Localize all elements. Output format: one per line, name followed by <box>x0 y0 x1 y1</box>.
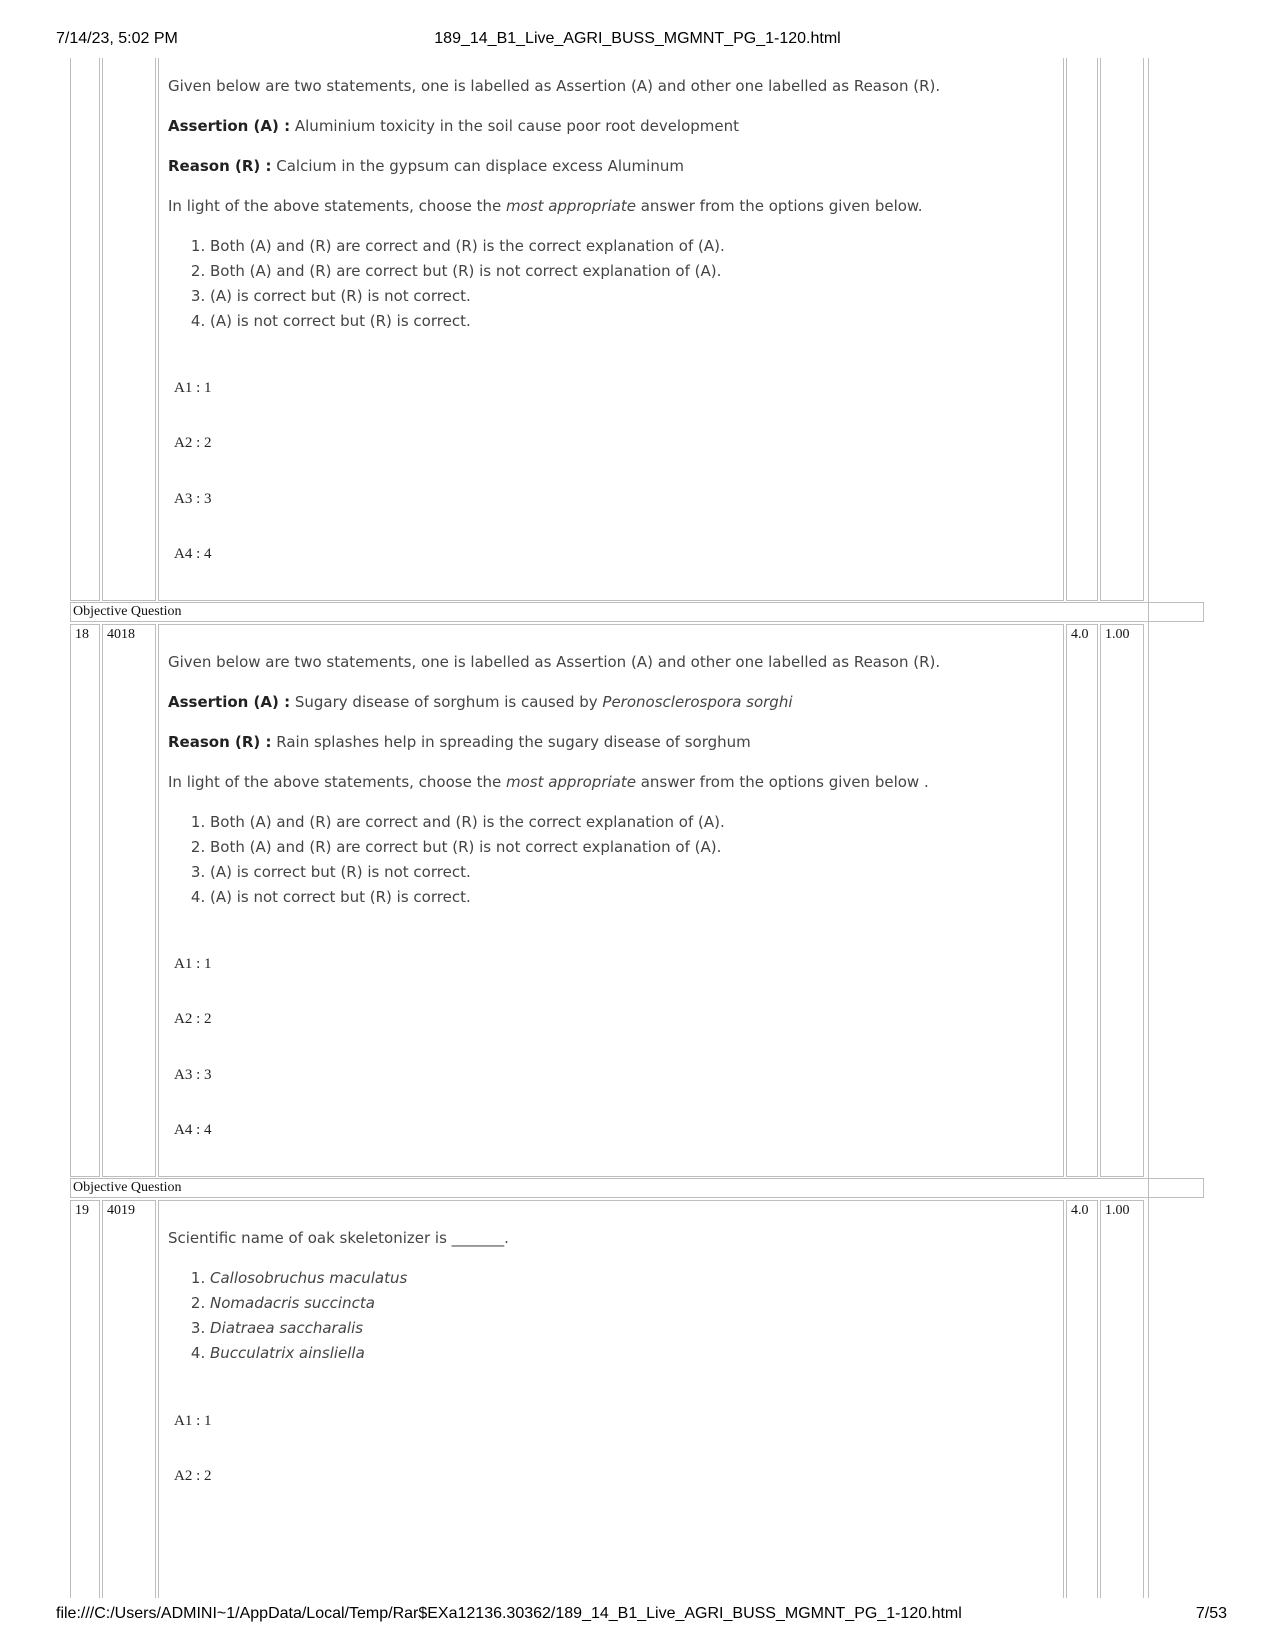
table-right-border <box>1148 58 1149 1598</box>
q18-answer-4: A4 : 4 <box>174 1122 212 1138</box>
q19-negative-marks: 1.00 <box>1100 1200 1144 1598</box>
q18-intro: Given below are two statements, one is labelled as Assertion (A) and other one labelled as Reason (R). <box>168 653 941 671</box>
print-footer <box>0 1605 1275 1625</box>
prev-option: 1. Both (A) and (R) are correct and (R) is the correct explanation of (A). <box>210 234 1086 259</box>
q18-option: 4. (A) is not correct but (R) is correct. <box>210 885 1086 910</box>
prev-options-list <box>168 234 1086 334</box>
q19-marks: 4.0 <box>1066 1200 1098 1598</box>
q18-option: 1. Both (A) and (R) are correct and (R) is the correct explanation of (A). <box>210 810 1086 835</box>
prev-intro: Given below are two statements, one is labelled as Assertion (A) and other one labelled as Reason (R). <box>168 77 941 95</box>
q18-question-body <box>168 652 1086 910</box>
q19-serial: 19 <box>70 1200 100 1598</box>
q18-answer-1: A1 : 1 <box>174 956 212 972</box>
q18-answer-2: A2 : 2 <box>174 1011 212 1027</box>
q18-marks: 4.0 <box>1066 624 1098 1177</box>
prev-serial-cell <box>70 58 100 601</box>
section-label-q18: Objective Question <box>70 602 1204 622</box>
prev-answer-3: A3 : 3 <box>174 491 212 507</box>
prev-answer-4: A4 : 4 <box>174 546 212 562</box>
q18-answer-3: A3 : 3 <box>174 1067 212 1083</box>
q19-id: 4019 <box>102 1200 156 1598</box>
print-page-number: 7/53 <box>1195 1605 1227 1622</box>
q19-option: 1. Callosobruchus maculatus <box>210 1266 1086 1291</box>
question-table <box>70 58 1204 1598</box>
prev-id-cell <box>102 58 156 601</box>
q18-negative-marks: 1.00 <box>1100 624 1144 1177</box>
prev-assertion: Assertion (A) : Aluminium toxicity in the soil cause poor root development <box>168 117 740 135</box>
q18-reason: Reason (R) : Rain splashes help in spreading the sugary disease of sorghum <box>168 733 751 751</box>
prev-neg-cell <box>1100 58 1144 601</box>
q18-options-list <box>168 810 1086 910</box>
section-label-q19: Objective Question <box>70 1178 1204 1198</box>
prev-option: 3. (A) is correct but (R) is not correct. <box>210 284 1086 309</box>
q18-serial: 18 <box>70 624 100 1177</box>
q19-answer-1: A1 : 1 <box>174 1413 212 1429</box>
print-doc-title: 189_14_B1_Live_AGRI_BUSS_MGMNT_PG_1-120.html <box>434 30 841 47</box>
q19-options-list <box>168 1266 1086 1366</box>
prev-option: 4. (A) is not correct but (R) is correct. <box>210 309 1086 334</box>
prev-answer-1: A1 : 1 <box>174 380 212 396</box>
prev-instruction: In light of the above statements, choose the most appropriate answer from the options given below. <box>168 197 923 215</box>
q18-assertion: Assertion (A) : Sugary disease of sorghum is caused by Peronosclerospora sorghi <box>168 693 793 711</box>
q18-instruction: In light of the above statements, choose the most appropriate answer from the options given below . <box>168 773 929 791</box>
print-header <box>0 30 1275 50</box>
prev-reason: Reason (R) : Calcium in the gypsum can displace excess Aluminum <box>168 157 684 175</box>
prev-option: 2. Both (A) and (R) are correct but (R) is not correct explanation of (A). <box>210 259 1086 284</box>
q19-option: 2. Nomadacris succincta <box>210 1291 1086 1316</box>
q18-option: 2. Both (A) and (R) are correct but (R) is not correct explanation of (A). <box>210 835 1086 860</box>
print-datetime: 7/14/23, 5:02 PM <box>56 30 178 47</box>
prev-answer-2: A2 : 2 <box>174 435 212 451</box>
print-file-path: file:///C:/Users/ADMINI~1/AppData/Local/Temp/Rar$EXa12136.30362/189_14_B1_Live_AGRI_BUSS_MGMNT_PG_1-120.html <box>56 1605 962 1622</box>
q19-stem: Scientific name of oak skeletonizer is _______. <box>168 1229 509 1247</box>
q19-question-body <box>168 1228 1086 1366</box>
q19-option: 3. Diatraea saccharalis <box>210 1316 1086 1341</box>
prev-question-body <box>168 76 1086 334</box>
q18-option: 3. (A) is correct but (R) is not correct. <box>210 860 1086 885</box>
q18-id: 4018 <box>102 624 156 1177</box>
q19-answer-2: A2 : 2 <box>174 1468 212 1484</box>
q19-option: 4. Bucculatrix ainsliella <box>210 1341 1086 1366</box>
